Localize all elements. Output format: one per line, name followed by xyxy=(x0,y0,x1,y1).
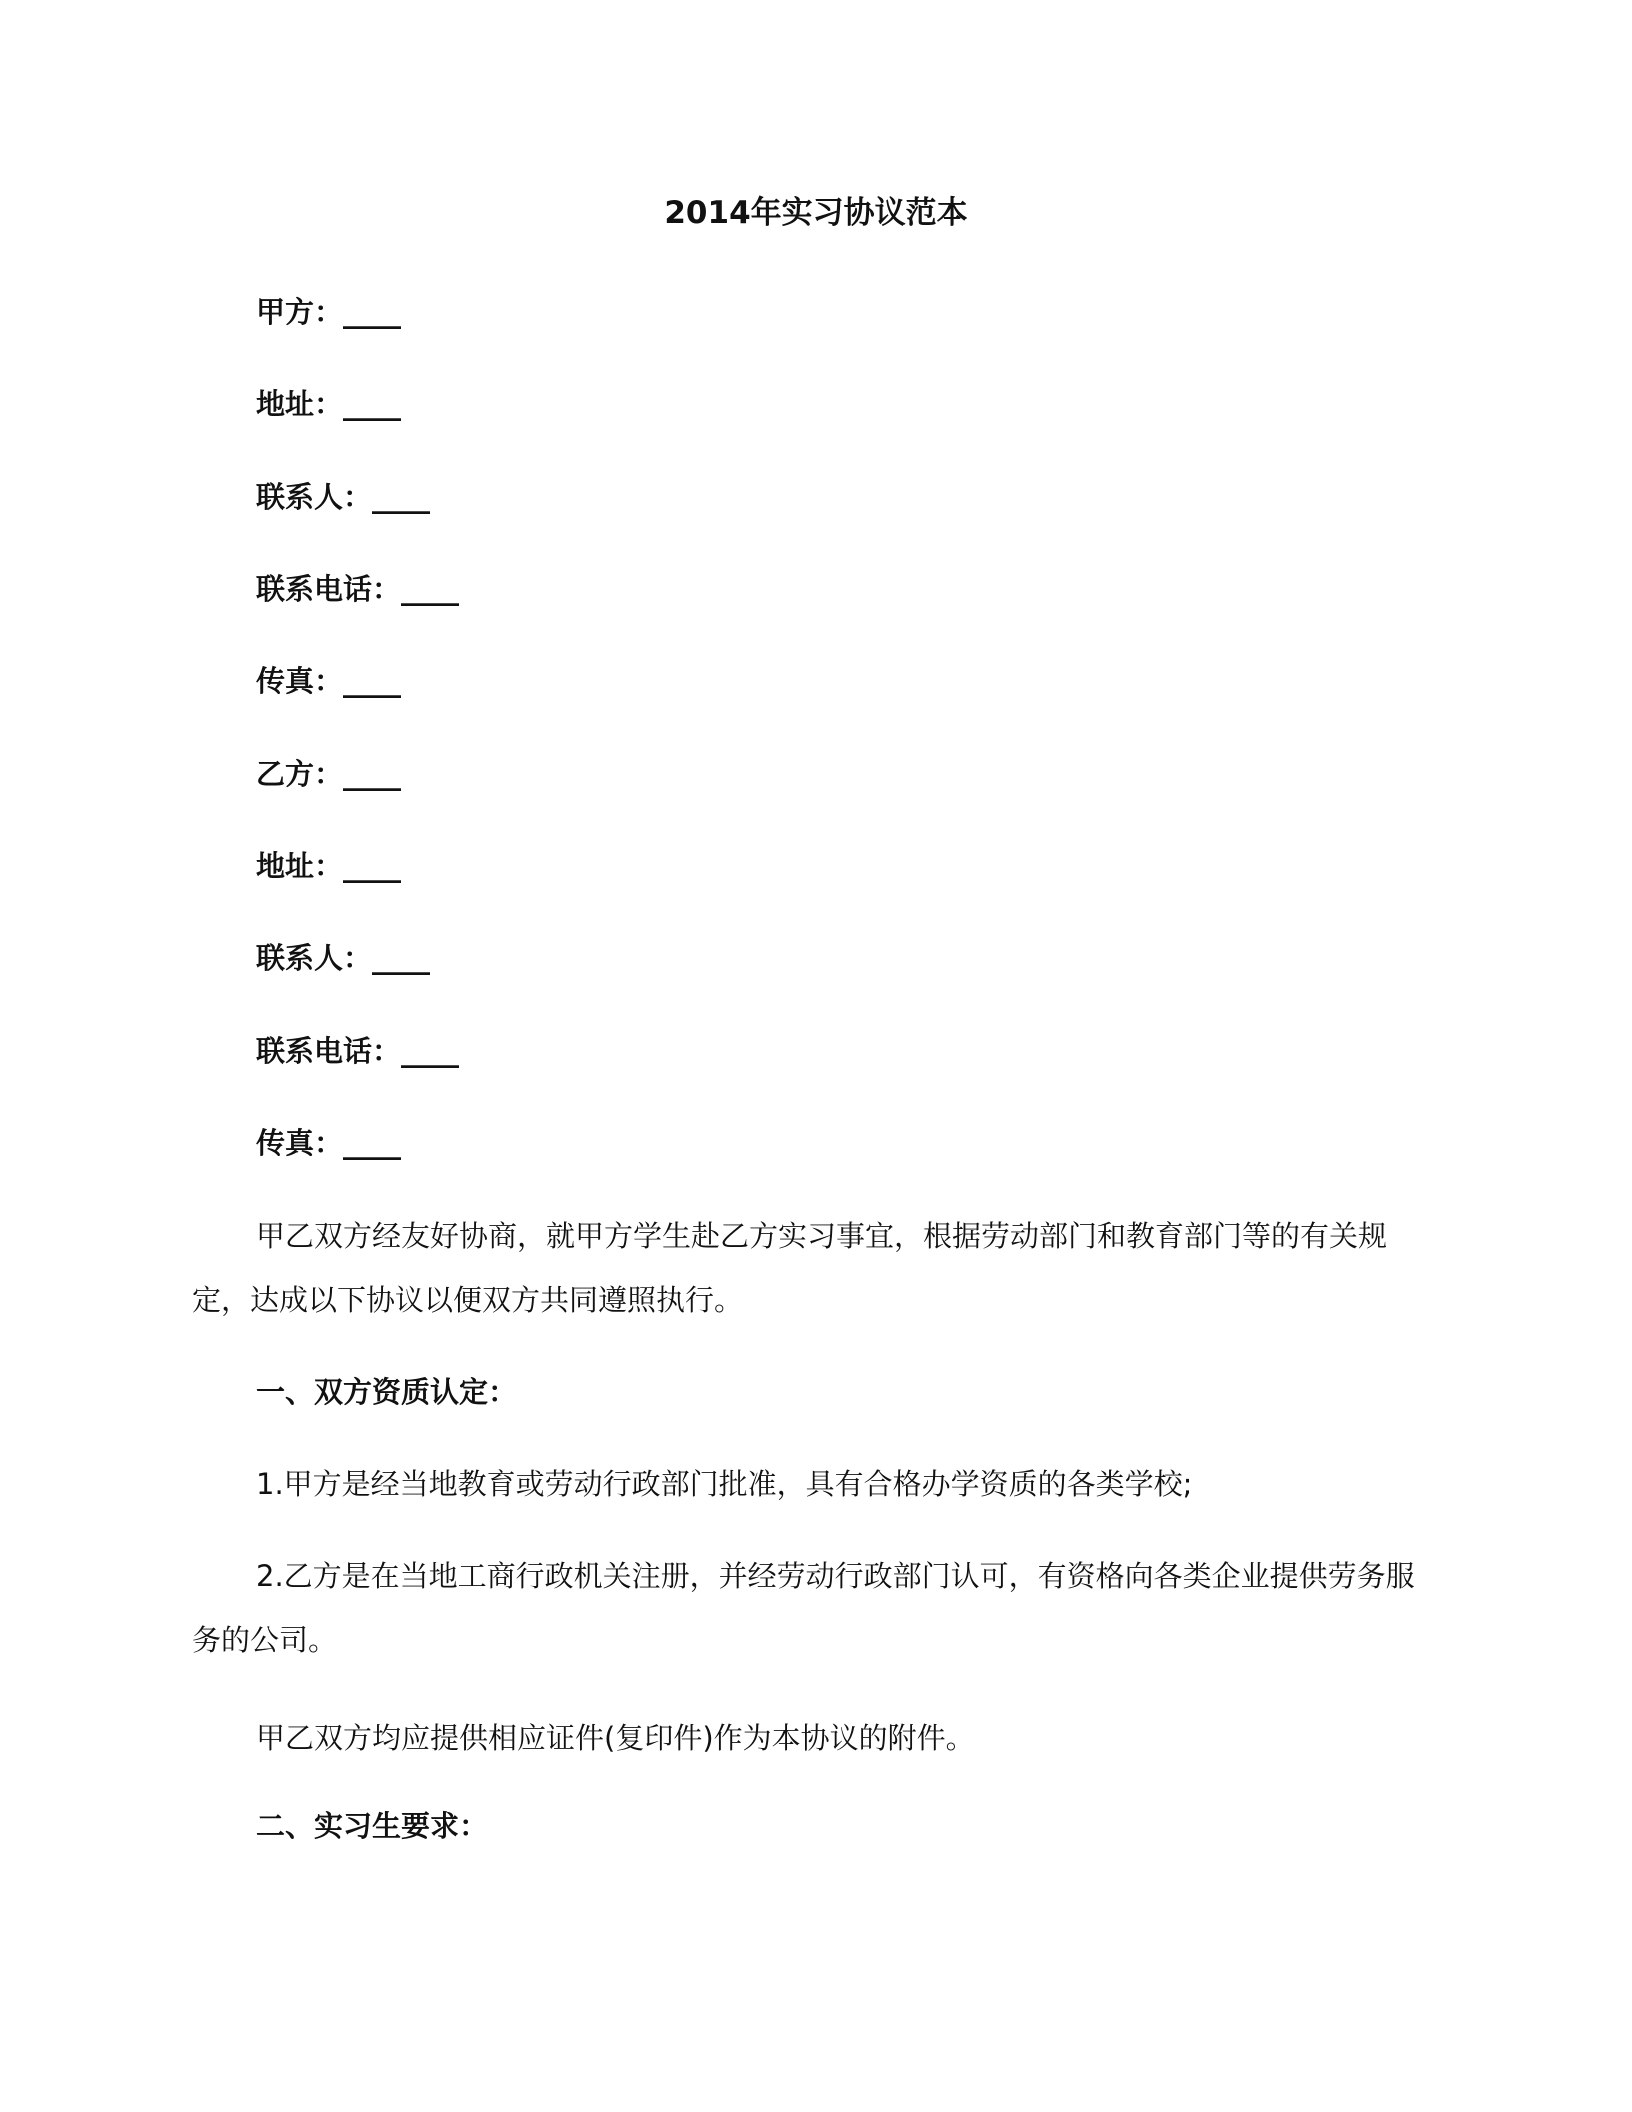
section-2-heading: 二、实习生要求： xyxy=(256,1809,489,1843)
field-blank: ____ xyxy=(343,757,402,791)
party-b-fax-field xyxy=(256,1123,401,1163)
party-a-address-field xyxy=(256,384,401,424)
field-label: 联系人： xyxy=(256,480,373,514)
field-label: 地址： xyxy=(256,387,344,421)
field-label: 联系电话： xyxy=(256,1034,402,1068)
field-blank: ____ xyxy=(343,849,402,883)
field-label: 联系人： xyxy=(256,941,373,975)
field-label: 传真： xyxy=(256,664,344,698)
intro-paragraph: 甲乙双方经友好协商，就甲方学生赴乙方实习事宜，根据劳动部门和教育部门等的有关规定，达成以下协议以便双方共同遵照执行。 xyxy=(192,1219,1388,1317)
party-a-fax-field xyxy=(256,661,401,701)
party-b-address-field xyxy=(256,846,401,886)
section-1-item-2: 2.乙方是在当地工商行政机关注册，并经劳动行政部门认可，有资格向各类企业提供劳务服务的公司。 xyxy=(192,1559,1415,1657)
party-b-contact-field xyxy=(256,938,430,978)
field-blank: ____ xyxy=(343,1126,402,1160)
document-title: 2014年实习协议范本 xyxy=(664,195,968,231)
field-blank: ____ xyxy=(343,387,402,421)
party-a-name-field xyxy=(256,292,401,332)
section-1-heading: 一、双方资质认定： xyxy=(256,1375,518,1409)
party-a-phone-field xyxy=(256,569,459,609)
section-1-item-1: 1.甲方是经当地教育或劳动行政部门批准，具有合格办学资质的各类学校; xyxy=(256,1467,1193,1501)
field-label: 甲方： xyxy=(256,295,344,329)
field-label: 传真： xyxy=(256,1126,344,1160)
field-blank: ____ xyxy=(401,572,460,606)
field-label: 地址： xyxy=(256,849,344,883)
section-1-note: 甲乙双方均应提供相应证件(复印件)作为本协议的附件。 xyxy=(256,1721,975,1755)
party-b-phone-field xyxy=(256,1031,459,1071)
field-blank: ____ xyxy=(401,1034,460,1068)
field-blank: ____ xyxy=(343,295,402,329)
field-label: 乙方： xyxy=(256,757,344,791)
field-blank: ____ xyxy=(372,941,431,975)
field-blank: ____ xyxy=(372,480,431,514)
party-a-contact-field xyxy=(256,477,430,517)
party-b-name-field xyxy=(256,754,401,794)
field-blank: ____ xyxy=(343,664,402,698)
field-label: 联系电话： xyxy=(256,572,402,606)
